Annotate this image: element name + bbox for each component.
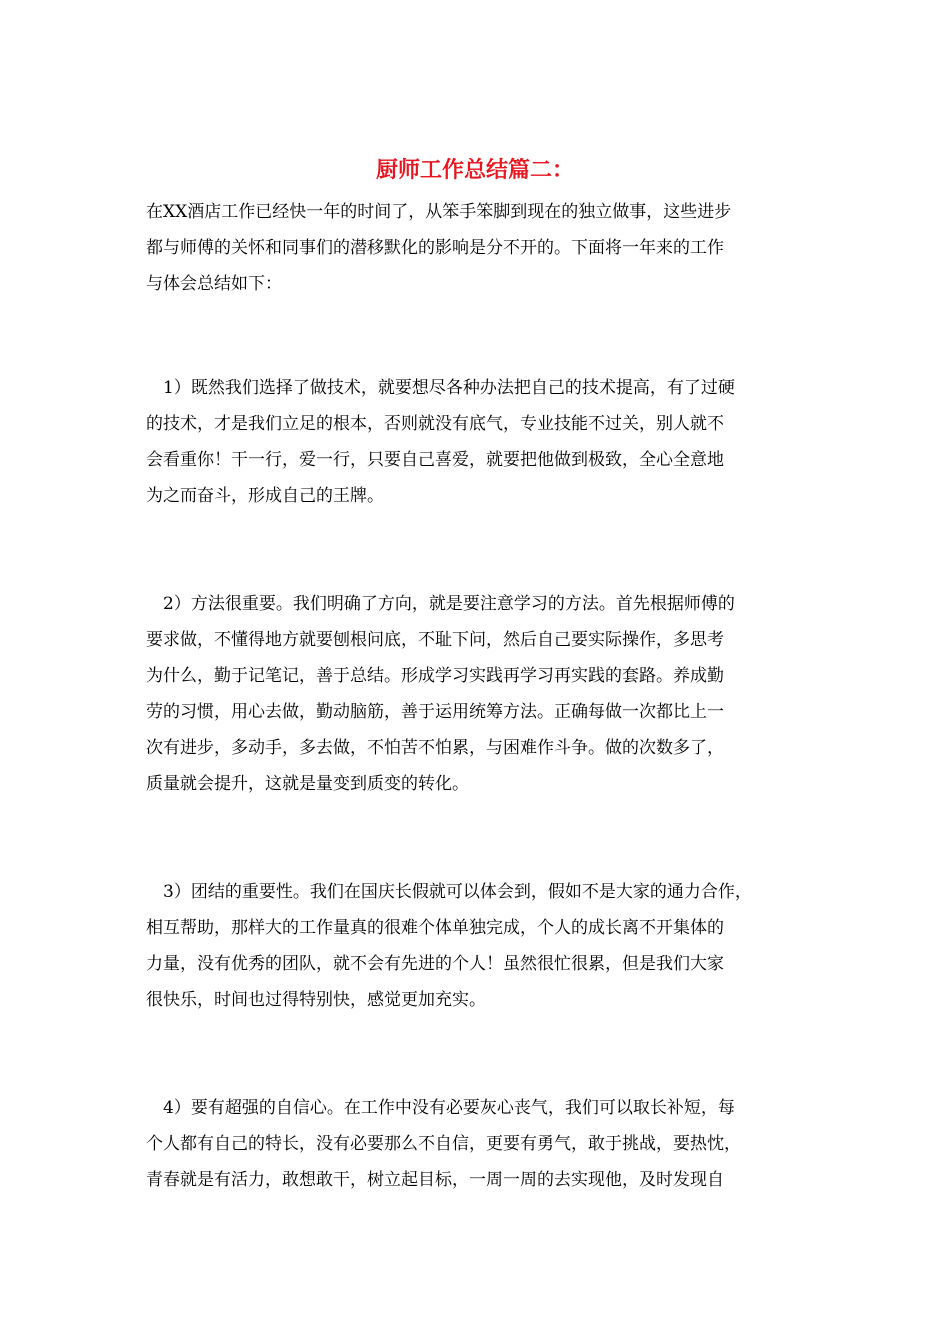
document-title: 厨师工作总结篇二： — [375, 157, 574, 183]
section-3-line: 很快乐，时间也过得特别快，感觉更加充实。 — [146, 990, 486, 1010]
section-3-line: 3）团结的重要性。我们在国庆长假就可以体会到，假如不是大家的通力合作， — [163, 882, 752, 902]
intro-line: 都与师傅的关怀和同事们的潜移默化的影响是分不开的。下面将一年来的工作 — [146, 238, 724, 258]
intro-line: 与体会总结如下： — [146, 274, 282, 294]
section-3-line: 力量，没有优秀的团队，就不会有先进的个人！虽然很忙很累，但是我们大家 — [146, 954, 724, 974]
section-3-line: 相互帮助，那样大的工作量真的很难个体单独完成，个人的成长离不开集体的 — [146, 918, 724, 938]
section-2-line: 次有进步，多动手，多去做，不怕苦不怕累，与困难作斗争。做的次数多了， — [146, 738, 724, 758]
section-4-line: 青春就是有活力，敢想敢干，树立起目标，一周一周的去实现他，及时发现自 — [146, 1170, 724, 1190]
section-2-line: 要求做，不懂得地方就要刨根问底，不耻下问，然后自己要实际操作，多思考 — [146, 630, 724, 650]
section-2-line: 2）方法很重要。我们明确了方向，就是要注意学习的方法。首先根据师傅的 — [163, 594, 735, 614]
section-2-line: 劳的习惯，用心去做，勤动脑筋，善于运用统筹方法。正确每做一次都比上一 — [146, 702, 724, 722]
section-4-line: 个人都有自己的特长，没有必要那么不自信，更要有勇气，敢于挑战，要热忱， — [146, 1134, 741, 1154]
section-1-line: 的技术，才是我们立足的根本，否则就没有底气，专业技能不过关，别人就不 — [146, 414, 724, 434]
section-1-line: 会看重你！干一行，爱一行，只要自己喜爱，就要把他做到极致，全心全意地 — [146, 450, 724, 470]
section-4-line: 4）要有超强的自信心。在工作中没有必要灰心丧气，我们可以取长补短，每 — [163, 1098, 735, 1118]
section-1-line: 为之而奋斗，形成自己的王牌。 — [146, 486, 384, 506]
section-2-line: 质量就会提升，这就是量变到质变的转化。 — [146, 774, 469, 794]
section-1-line: 1）既然我们选择了做技术，就要想尽各种办法把自己的技术提高，有了过硬 — [163, 378, 735, 398]
intro-line: 在XX酒店工作已经快一年的时间了，从笨手笨脚到现在的独立做事，这些进步 — [146, 202, 732, 222]
section-2-line: 为什么，勤于记笔记，善于总结。形成学习实践再学习再实践的套路。养成勤 — [146, 666, 724, 686]
